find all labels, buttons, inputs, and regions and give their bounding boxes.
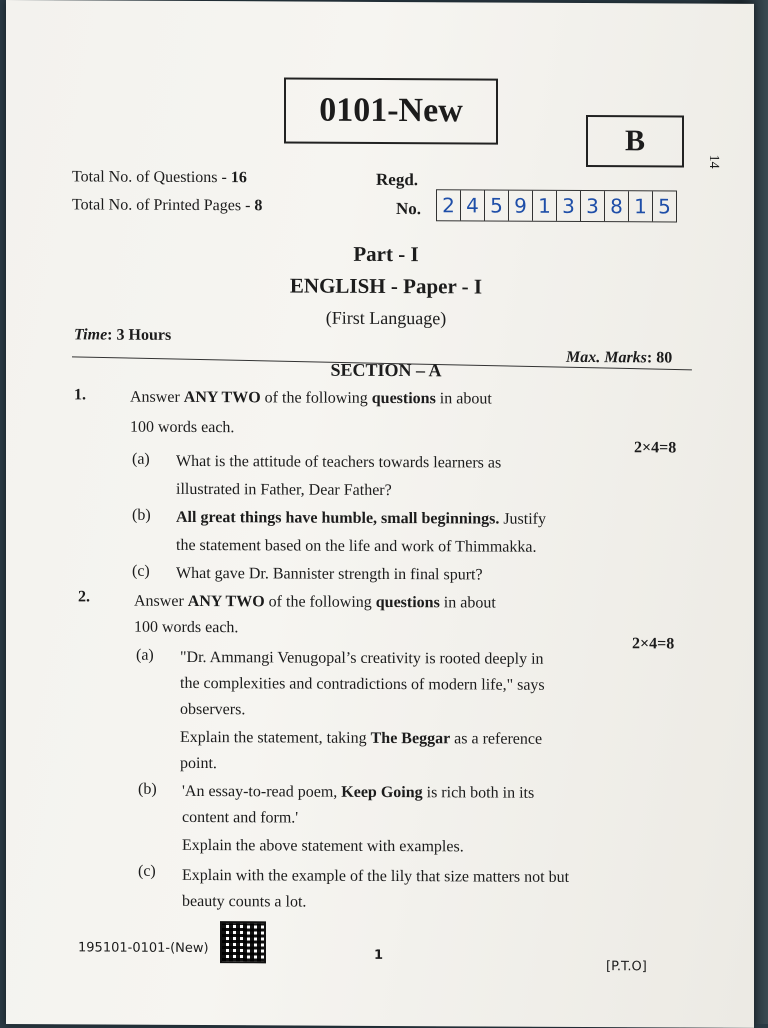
option-text: What gave Dr. Bannister strength in final spurt? <box>176 564 483 584</box>
regd-no-label: No. <box>396 199 422 219</box>
section-heading: SECTION – A <box>330 359 442 381</box>
option-text: content and form.' <box>182 808 299 827</box>
question-marks: 2×4=8 <box>632 635 675 653</box>
page-number: 1 <box>374 947 384 963</box>
option-text: illustrated in Father, Dear Father? <box>176 480 392 500</box>
option-text: point. <box>180 754 217 773</box>
option-text: beauty counts a lot. <box>182 892 307 911</box>
question-intro: Answer ANY TWO of the following questions in about <box>130 388 492 408</box>
option-text: Explain the above statement with examples. <box>182 836 464 856</box>
question-number: 2. <box>78 588 90 606</box>
total-questions: Total No. of Questions - 16 <box>72 168 247 187</box>
reg-digit: 5 <box>658 194 671 219</box>
option-label: (c) <box>132 562 150 580</box>
part-title: Part - I <box>353 241 419 267</box>
option-text: the statement based on the life and work of Thimmakka. <box>176 536 537 556</box>
option-text: "Dr. Ammangi Venugopal’s creativity is rooted deeply in <box>180 648 544 668</box>
subject-title: ENGLISH - Paper - I <box>289 273 483 299</box>
question-set-label: B <box>624 124 645 158</box>
question-intro-line: 100 words each. <box>134 618 239 637</box>
paper-code: 0101-New <box>319 91 463 130</box>
qr-code-icon <box>220 921 266 963</box>
reg-digit: 5 <box>485 191 509 221</box>
option-label: (a) <box>132 450 150 468</box>
option-text: What is the attitude of teachers towards learners as <box>176 452 502 472</box>
time-allowed: Time: 3 Hours <box>74 326 172 344</box>
reg-digit: 4 <box>461 190 485 220</box>
option-label: (c) <box>138 862 156 880</box>
max-marks: Max. Marks: 80 <box>566 348 673 367</box>
paper-code-box <box>284 77 498 144</box>
option-label: (b) <box>138 780 157 798</box>
option-text: Explain the statement, taking The Beggar as a reference <box>180 728 543 748</box>
regd-label: Regd. <box>376 169 419 190</box>
option-text: All great things have humble, small beginnings. Justify <box>176 508 546 528</box>
option-label: (b) <box>132 506 151 524</box>
reg-digit: 9 <box>509 191 533 221</box>
footer-paper-code: 195101-0101-(New) <box>78 940 209 957</box>
question-marks: 2×4=8 <box>634 439 677 457</box>
reg-digit: 3 <box>557 191 581 221</box>
question-intro: Answer ANY TWO of the following questions in about <box>134 592 496 612</box>
question-intro-line: 100 words each. <box>130 418 235 437</box>
please-turn-over: [P.T.O] <box>606 959 647 975</box>
question-set-box <box>586 115 684 168</box>
reg-digit: 1 <box>629 191 653 221</box>
total-pages: Total No. of Printed Pages - 8 <box>72 196 263 215</box>
reg-digit: 1 <box>533 191 557 221</box>
question-number: 1. <box>74 386 86 404</box>
option-text: the complexities and contradictions of modern life," says <box>180 674 545 694</box>
reg-digit: 2 <box>437 190 461 220</box>
exam-paper-sheet <box>6 0 754 1028</box>
option-text: 'An essay-to-read poem, Keep Going is rich both in its <box>182 782 535 802</box>
reg-digit: 3 <box>581 191 605 221</box>
option-text: observers. <box>180 700 246 719</box>
reg-digit: 8 <box>605 191 629 221</box>
side-number: 14 <box>706 154 721 169</box>
option-label: (a) <box>136 646 154 664</box>
option-text: Explain with the example of the lily that size matters not but <box>182 866 570 886</box>
registration-number-boxes <box>436 189 677 222</box>
subject-subtitle: (First Language) <box>325 307 447 329</box>
